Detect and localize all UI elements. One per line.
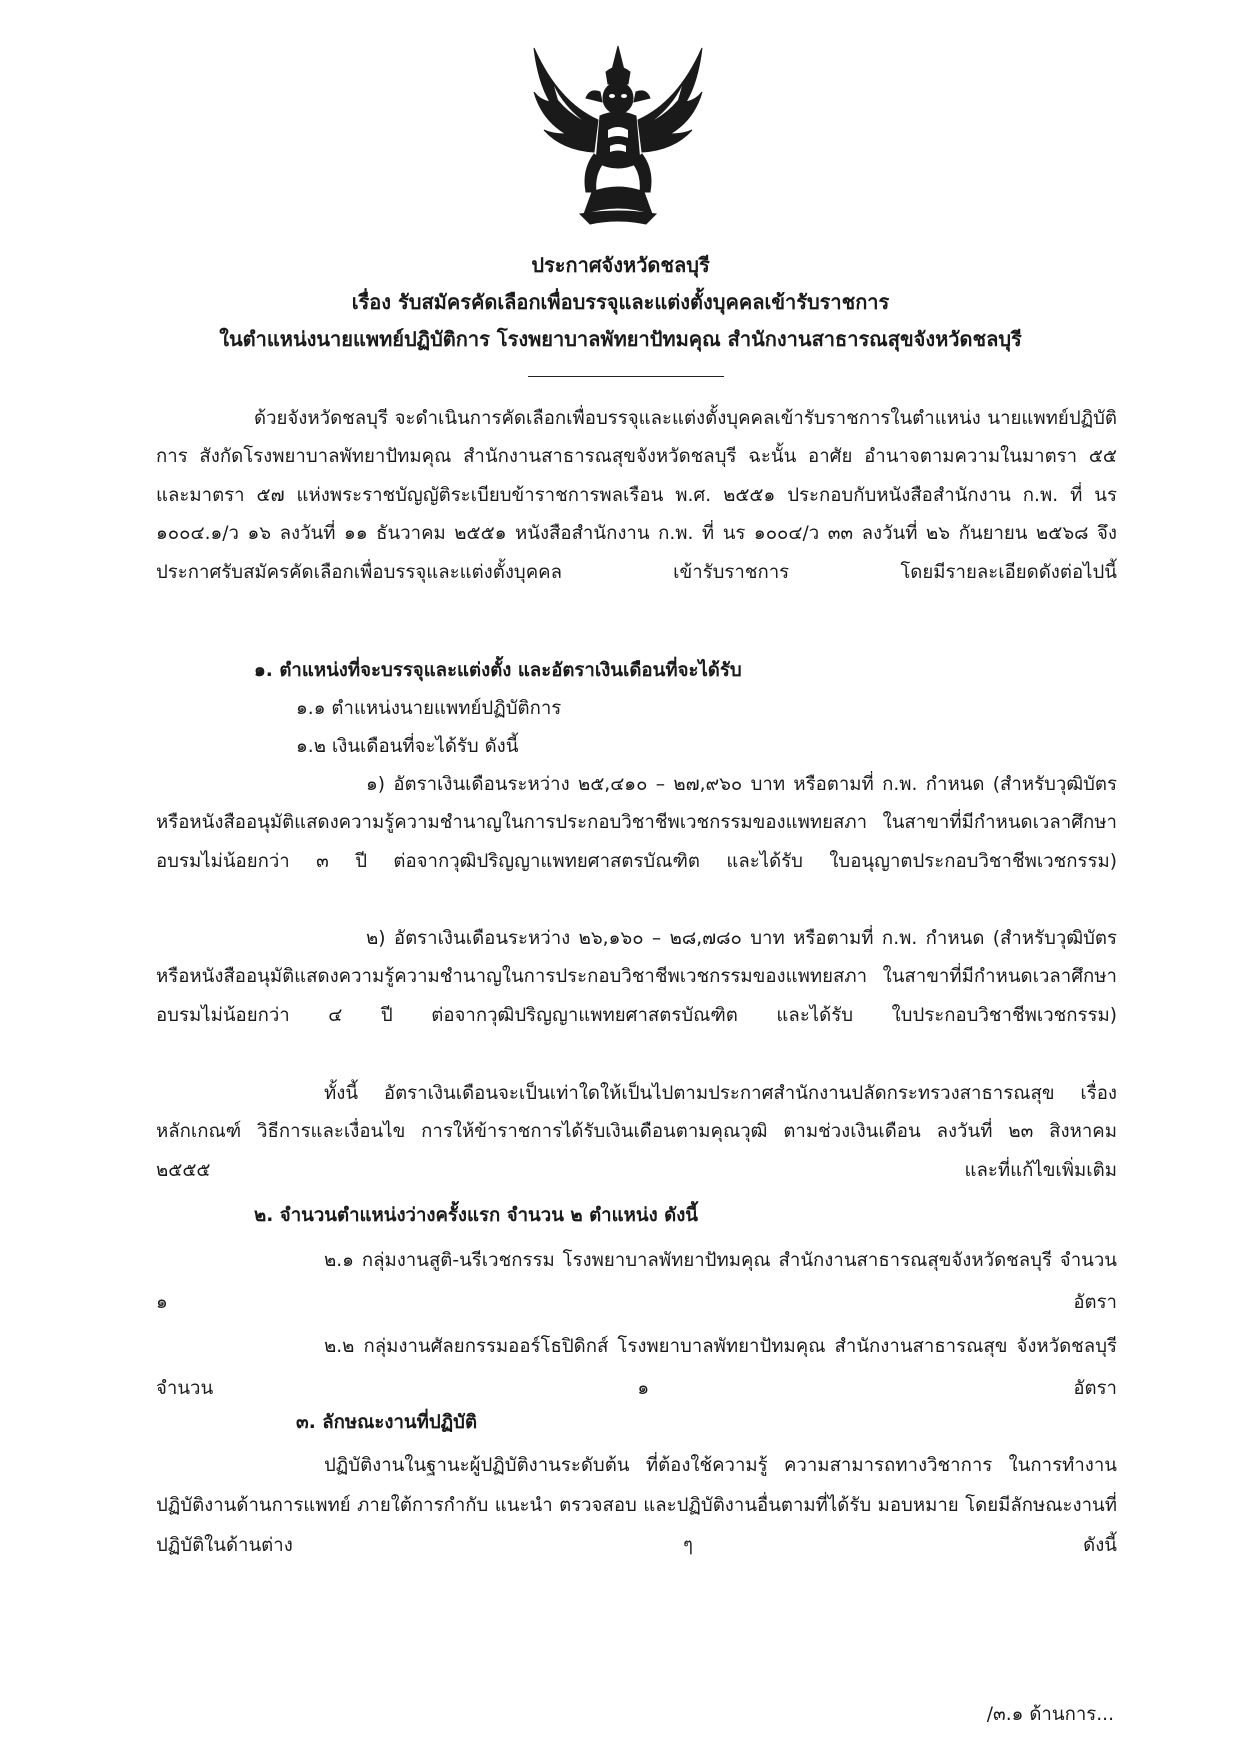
item-1-2: ๑.๒ เงินเดือนที่จะได้รับ ดังนี้	[296, 736, 519, 757]
section2-title: ๒. จำนวนตำแหน่งว่างครั้งแรก จำนวน ๒ ตำแหน่ง ดังนี้	[254, 1205, 698, 1226]
salary-note: ทั้งนี้ อัตราเงินเดือนจะเป็นเท่าใดให้เป็นไปตามประกาศสำนักงานปลัดกระทรวงสาธารณสุข เรื่อง หลักเกณฑ์ วิธีการและเงื่อนไข การให้ข้าราชการได้รับเงินเดือนตามคุณวุฒิ ตามช่วงเงินเดือน ลงวันที่ ๒๓ สิงหาคม ๒๕๕๕ และที่แก้ไขเพิ่มเติม	[156, 1083, 1117, 1181]
section3-body: ปฏิบัติงานในฐานะผู้ปฏิบัติงานระดับต้น ที่ต้องใช้ความรู้ ความสามารถทางวิชาการ ในการทำงาน ปฏิบัติงานด้านการแพทย์ ภายใต้การกำกับ แนะนำ ตรวจสอบ และปฏิบัติงานอื่นตามที่ได้รับ มอบหมาย โดยมีลักษณะงานที่ปฏิบัติในด้านต่าง ๆ ดังนี้	[156, 1455, 1117, 1556]
section1-title: ๑. ตำแหน่งที่จะบรรจุและแต่งตั้ง และอัตราเงินเดือนที่จะได้รับ	[254, 660, 742, 681]
announcement-position: ในตำแหน่งนายแพทย์ปฏิบัติการ โรงพยาบาลพัทยาปัทมคุณ สำนักงานสาธารณสุขจังหวัดชลบุรี	[219, 327, 1022, 351]
salary-rate-2: ๒) อัตราเงินเดือนระหว่าง ๒๖,๑๖๐ – ๒๘,๗๘๐ บาท หรือตามที่ ก.พ. กำหนด (สำหรับวุฒิบัตรหรือหนังสืออนุมัติแสดงความรู้ความชำนาญในการประกอบวิชาชีพเวชกรรมของแพทยสภา ในสาขาที่มีกำหนดเวลาศึกษาอบรมไม่น้อยกว่า ๔ ปี ต่อจากวุฒิปริญญาแพทยศาสตรบัณฑิต และได้รับ ใบประกอบวิชาชีพเวชกรรม)	[156, 928, 1117, 1026]
salary-rate-1: ๑) อัตราเงินเดือนระหว่าง ๒๕,๔๑๐ – ๒๗,๙๖๐ บาท หรือตามที่ ก.พ. กำหนด (สำหรับวุฒิบัตรหรือหนังสืออนุมัติแสดงความรู้ความชำนาญในการประกอบวิชาชีพเวชกรรมของแพทยสภา ในสาขาที่มีกำหนดเวลาศึกษาอบรมไม่น้อยกว่า ๓ ปี ต่อจากวุฒิปริญญาแพทยศาสตรบัณฑิต และได้รับ ใบอนุญาตประกอบวิชาชีพเวชกรรม)	[156, 774, 1117, 872]
intro-paragraph: ด้วยจังหวัดชลบุรี จะดำเนินการคัดเลือกเพื่อบรรจุและแต่งตั้งบุคคลเข้ารับราชการในตำแหน่ง นายแพทย์ปฏิบัติการ สังกัดโรงพยาบาลพัทยาปัทมคุณ สำนักงานสาธารณสุขจังหวัดชลบุรี ฉะนั้น อาศัย อำนาจตามความในมาตรา ๕๕ และมาตรา ๕๗ แห่งพระราชบัญญัติระเบียบข้าราชการพลเรือน พ.ศ. ๒๕๕๑ ประกอบกับหนังสือสำนักงาน ก.พ. ที่ นร ๑๐๐๔.๑/ว ๑๖ ลงวันที่ ๑๑ ธันวาคม ๒๕๕๑ หนังสือสำนักงาน ก.พ. ที่ นร ๑๐๐๔/ว ๓๓ ลงวันที่ ๒๖ กันยายน ๒๕๖๘ จึงประกาศรับสมัครคัดเลือกเพื่อบรรจุและแต่งตั้งบุคคล เข้ารับราชการ โดยมีรายละเอียดดังต่อไปนี้	[156, 408, 1117, 583]
item-2-2: ๒.๒ กลุ่มงานศัลยกรรมออร์โธปิดิกส์ โรงพยาบาลพัทยาปัทมคุณ สำนักงานสาธารณสุข จังหวัดชลบุรี จำนวน ๑ อัตรา	[156, 1336, 1117, 1399]
item-1-1: ๑.๑ ตำแหน่งนายแพทย์ปฏิบัติการ	[296, 698, 562, 719]
title-divider	[528, 376, 724, 377]
garuda-emblem-icon	[528, 42, 708, 227]
section3-title: ๓. ลักษณะงานที่ปฏิบัติ	[296, 1412, 478, 1433]
continuation-marker: /๓.๑ ด้านการ...	[986, 1704, 1114, 1725]
announcement-subject: เรื่อง รับสมัครคัดเลือกเพื่อบรรจุและแต่งตั้งบุคคลเข้ารับราชการ	[351, 290, 890, 314]
item-2-1: ๒.๑ กลุ่มงานสูติ-นรีเวชกรรม โรงพยาบาลพัทยาปัทมคุณ สำนักงานสาธารณสุขจังหวัดชลบุรี จำนวน ๑ อัตรา	[156, 1250, 1117, 1313]
announcement-title: ประกาศจังหวัดชลบุรี	[531, 253, 710, 277]
